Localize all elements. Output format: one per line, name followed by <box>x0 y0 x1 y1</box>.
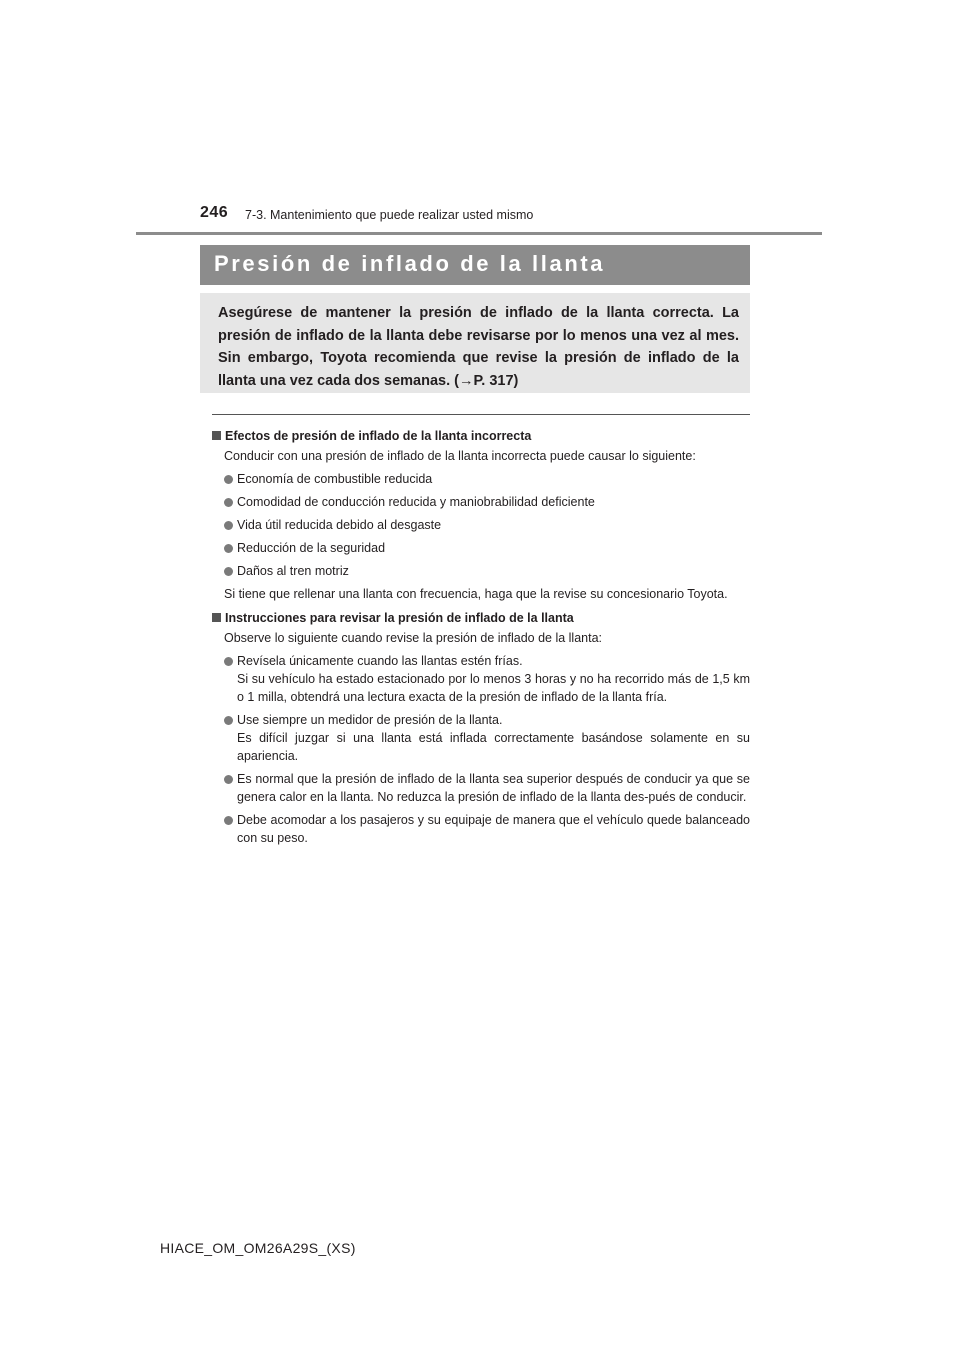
circle-bullet-icon <box>224 567 233 576</box>
list-item <box>224 516 750 534</box>
section-lead: Observe lo siguiente cuando revise la presión de inflado de la llanta: <box>224 631 603 645</box>
section-heading-text: Efectos de presión de inflado de la llanta incorrecta <box>225 429 532 443</box>
section-divider <box>212 414 750 415</box>
list-item-text: Economía de combustible reducida <box>237 472 433 486</box>
circle-bullet-icon <box>224 521 233 530</box>
list-item-text: Daños al tren motriz <box>237 564 349 578</box>
content-body <box>212 427 750 853</box>
circle-bullet-icon <box>224 498 233 507</box>
footer-code: HIACE_OM_OM26A29S_(XS) <box>160 1240 356 1256</box>
square-bullet-icon <box>212 431 221 440</box>
list-item-text: Revísela únicamente cuando las llantas estén frías. <box>237 654 523 668</box>
section-heading <box>212 427 750 445</box>
list-item-detail: Si su vehículo ha estado estacionado por lo menos 3 horas y no ha recorrido más de 1,5 km o 1 milla, obtendrá una lectura exacta de la presión de inflado de la llanta fría. <box>237 672 750 704</box>
circle-bullet-icon <box>224 475 233 484</box>
list-item <box>224 470 750 488</box>
circle-bullet-icon <box>224 544 233 553</box>
list-item <box>224 652 750 706</box>
intro-text: Asegúrese de mantener la presión de inflado de la llanta correcta. La presión de inflado de la llanta debe revisarse por lo menos una vez al mes. Sin embargo, Toyota recomienda que revise la presión de inflado de la llanta una vez cada dos semanas. (→P. 317) <box>218 305 739 389</box>
intro-box <box>200 293 750 393</box>
section-closing: Si tiene que rellenar una llanta con frecuencia, haga que la revise su concesionario Toyota. <box>224 587 728 601</box>
list-item <box>224 711 750 765</box>
list-item-text: Es normal que la presión de inflado de la llanta sea superior después de conducir ya que se genera calor en la llanta. No reduzca la presión de inflado de la llanta des-pués de conducir. <box>237 772 750 804</box>
list-item-text: Reducción de la seguridad <box>237 541 386 555</box>
section-heading <box>212 609 750 627</box>
list-item-detail: Es difícil juzgar si una llanta está inflada correctamente basándose solamente en su apariencia. <box>237 731 750 763</box>
list-item <box>224 493 750 511</box>
circle-bullet-icon <box>224 816 233 825</box>
list-item-text: Comodidad de conducción reducida y maniobrabilidad deficiente <box>237 495 595 509</box>
section-effects <box>212 427 750 603</box>
list-item <box>224 770 750 806</box>
section-lead: Conducir con una presión de inflado de la llanta incorrecta puede causar lo siguiente: <box>224 449 696 463</box>
list-item-text: Use siempre un medidor de presión de la llanta. <box>237 713 503 727</box>
square-bullet-icon <box>212 613 221 622</box>
page-title-bar <box>200 245 750 285</box>
section-instructions <box>212 609 750 847</box>
circle-bullet-icon <box>224 657 233 666</box>
list-item <box>224 539 750 557</box>
circle-bullet-icon <box>224 775 233 784</box>
list-item <box>224 811 750 847</box>
page-title: Presión de inflado de la llanta <box>214 251 606 276</box>
list-item-text: Debe acomodar a los pasajeros y su equipaje de manera que el vehículo quede balanceado con su peso. <box>237 813 750 845</box>
header-rule <box>136 232 822 235</box>
circle-bullet-icon <box>224 716 233 725</box>
list-item <box>224 562 750 580</box>
page-number: 246 <box>200 204 229 221</box>
list-item-text: Vida útil reducida debido al desgaste <box>237 518 442 532</box>
section-heading-text: Instrucciones para revisar la presión de inflado de la llanta <box>225 611 574 625</box>
section-reference: 7-3. Mantenimiento que puede realizar usted mismo <box>245 208 534 222</box>
